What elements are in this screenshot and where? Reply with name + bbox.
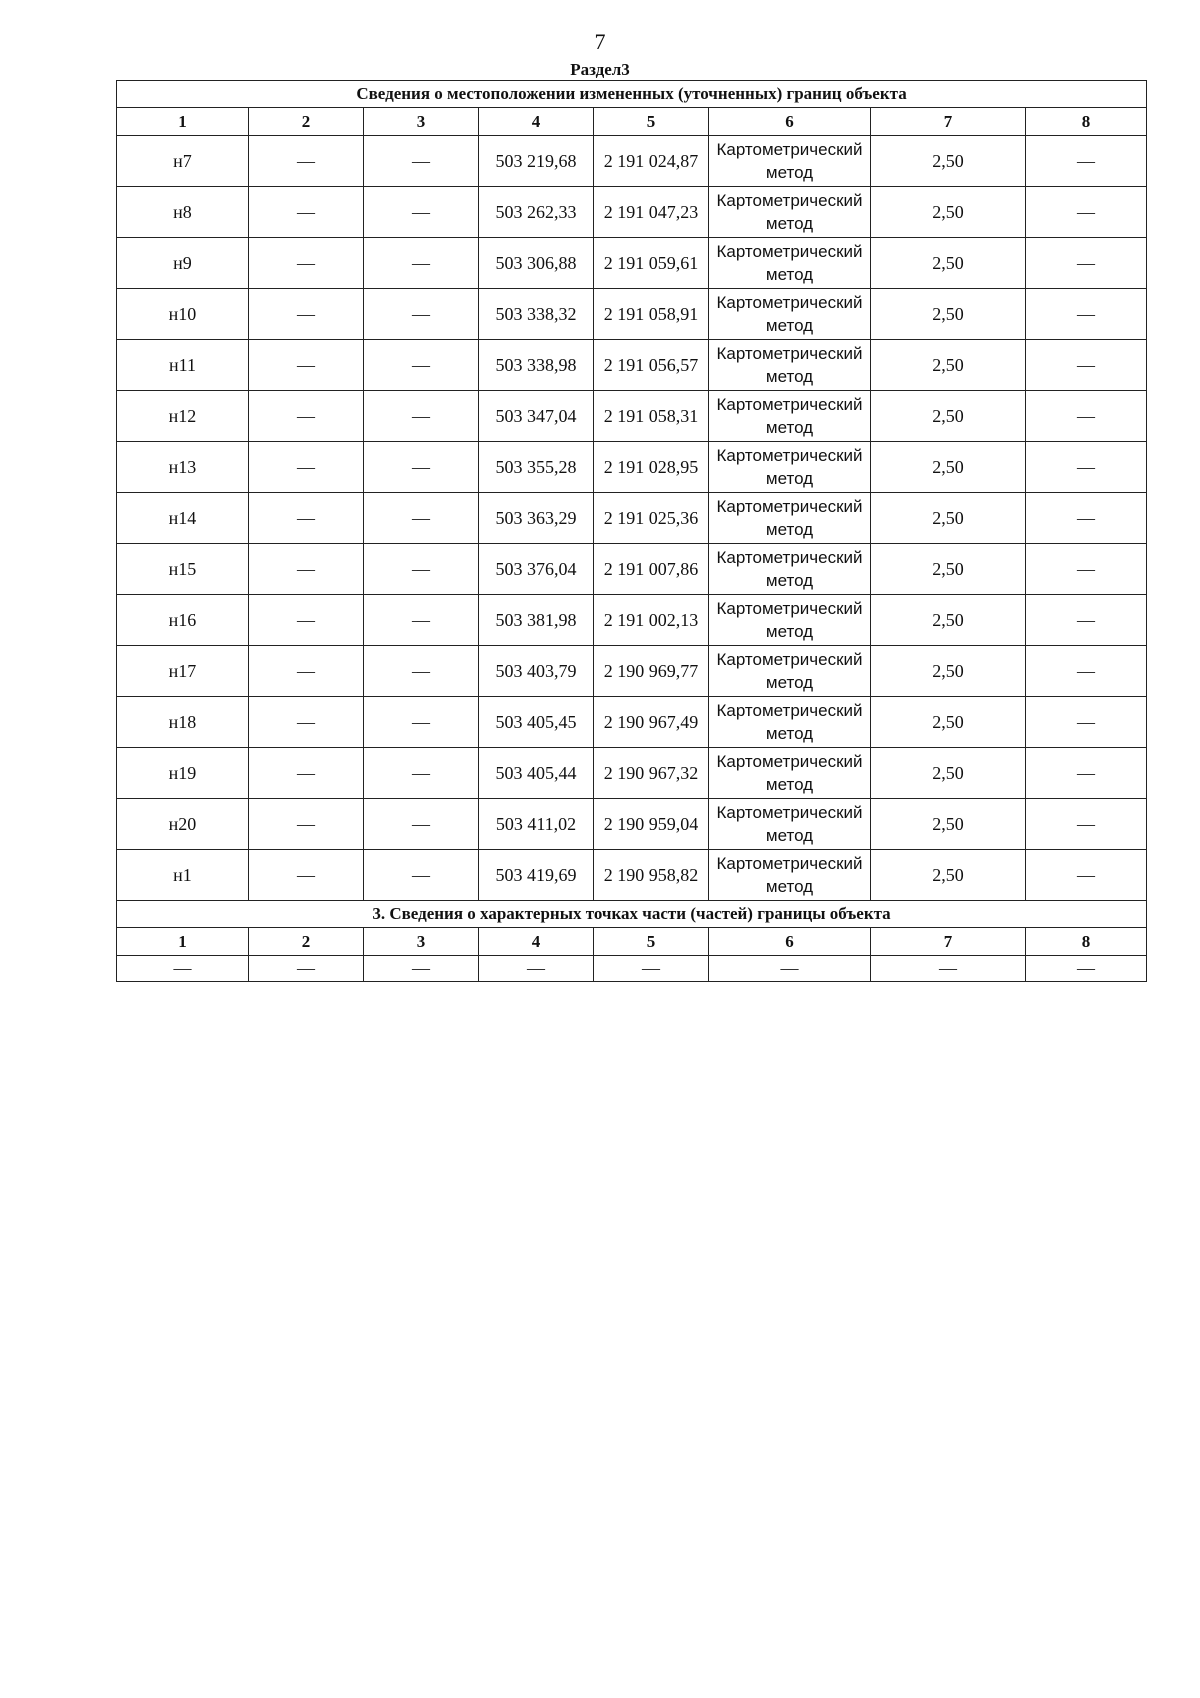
empty-cell: — xyxy=(871,956,1026,982)
column-number: 6 xyxy=(709,108,871,136)
column-8-cell: — xyxy=(1026,595,1147,646)
x-coordinate-cell: 503 405,44 xyxy=(479,748,594,799)
column-3-cell: — xyxy=(364,748,479,799)
column-3-cell: — xyxy=(364,136,479,187)
method-cell: Картометрический метод xyxy=(709,391,871,442)
column-8-cell: — xyxy=(1026,697,1147,748)
column-3-cell: — xyxy=(364,442,479,493)
y-coordinate-cell: 2 191 056,57 xyxy=(594,340,709,391)
accuracy-cell: 2,50 xyxy=(871,595,1026,646)
accuracy-cell: 2,50 xyxy=(871,748,1026,799)
accuracy-cell: 2,50 xyxy=(871,340,1026,391)
point-number-cell: н10 xyxy=(117,289,249,340)
accuracy-cell: 2,50 xyxy=(871,646,1026,697)
column-3-cell: — xyxy=(364,850,479,901)
point-number-cell: н9 xyxy=(117,238,249,289)
column-8-cell: — xyxy=(1026,850,1147,901)
y-coordinate-cell: 2 191 028,95 xyxy=(594,442,709,493)
y-coordinate-cell: 2 191 059,61 xyxy=(594,238,709,289)
table-row xyxy=(117,493,1147,544)
point-number-cell: н14 xyxy=(117,493,249,544)
column-2-cell: — xyxy=(249,187,364,238)
column-number: 4 xyxy=(479,928,594,956)
empty-cell: — xyxy=(249,956,364,982)
boundary-table-body xyxy=(117,81,1147,982)
y-coordinate-cell: 2 191 025,36 xyxy=(594,493,709,544)
y-coordinate-cell: 2 190 959,04 xyxy=(594,799,709,850)
column-number: 3 xyxy=(364,108,479,136)
accuracy-cell: 2,50 xyxy=(871,289,1026,340)
point-number-cell: н16 xyxy=(117,595,249,646)
boundary-table xyxy=(116,80,1147,982)
column-8-cell: — xyxy=(1026,136,1147,187)
method-cell: Картометрический метод xyxy=(709,697,871,748)
column-2-cell: — xyxy=(249,391,364,442)
empty-cell: — xyxy=(709,956,871,982)
accuracy-cell: 2,50 xyxy=(871,697,1026,748)
accuracy-cell: 2,50 xyxy=(871,442,1026,493)
point-number-cell: н12 xyxy=(117,391,249,442)
table-row xyxy=(117,748,1147,799)
column-2-cell: — xyxy=(249,595,364,646)
x-coordinate-cell: 503 355,28 xyxy=(479,442,594,493)
empty-cell: — xyxy=(479,956,594,982)
part-points-title-row xyxy=(117,901,1147,928)
accuracy-cell: 2,50 xyxy=(871,391,1026,442)
column-2-cell: — xyxy=(249,136,364,187)
column-8-cell: — xyxy=(1026,391,1147,442)
column-2-cell: — xyxy=(249,340,364,391)
column-2-cell: — xyxy=(249,748,364,799)
column-3-cell: — xyxy=(364,493,479,544)
column-number: 1 xyxy=(117,928,249,956)
y-coordinate-cell: 2 191 058,31 xyxy=(594,391,709,442)
column-3-cell: — xyxy=(364,187,479,238)
column-3-cell: — xyxy=(364,544,479,595)
column-2-cell: — xyxy=(249,493,364,544)
column-8-cell: — xyxy=(1026,646,1147,697)
y-coordinate-cell: 2 191 047,23 xyxy=(594,187,709,238)
table-row xyxy=(117,697,1147,748)
column-number: 6 xyxy=(709,928,871,956)
point-number-cell: н11 xyxy=(117,340,249,391)
table-row xyxy=(117,595,1147,646)
x-coordinate-cell: 503 338,98 xyxy=(479,340,594,391)
x-coordinate-cell: 503 306,88 xyxy=(479,238,594,289)
accuracy-cell: 2,50 xyxy=(871,238,1026,289)
method-cell: Картометрический метод xyxy=(709,289,871,340)
column-3-cell: — xyxy=(364,391,479,442)
x-coordinate-cell: 503 363,29 xyxy=(479,493,594,544)
empty-cell: — xyxy=(117,956,249,982)
column-number: 4 xyxy=(479,108,594,136)
page-number: 7 xyxy=(594,29,606,54)
column-3-cell: — xyxy=(364,697,479,748)
column-number: 8 xyxy=(1026,108,1147,136)
point-number-cell: н19 xyxy=(117,748,249,799)
section-title: Раздел3 xyxy=(570,60,630,79)
changed-boundaries-title: Сведения о местоположении измененных (уточненных) границ объекта xyxy=(117,81,1147,108)
table-row xyxy=(117,391,1147,442)
table-row xyxy=(117,238,1147,289)
column-number: 7 xyxy=(871,928,1026,956)
column-number: 1 xyxy=(117,108,249,136)
method-cell: Картометрический метод xyxy=(709,748,871,799)
part-points-empty-row xyxy=(117,956,1147,982)
part-points-title: 3. Сведения о характерных точках части (частей) границы объекта xyxy=(117,901,1147,928)
table-row xyxy=(117,340,1147,391)
point-number-cell: н1 xyxy=(117,850,249,901)
column-number: 2 xyxy=(249,928,364,956)
column-8-cell: — xyxy=(1026,748,1147,799)
accuracy-cell: 2,50 xyxy=(871,799,1026,850)
accuracy-cell: 2,50 xyxy=(871,850,1026,901)
column-8-cell: — xyxy=(1026,799,1147,850)
y-coordinate-cell: 2 190 967,32 xyxy=(594,748,709,799)
column-3-cell: — xyxy=(364,289,479,340)
accuracy-cell: 2,50 xyxy=(871,187,1026,238)
accuracy-cell: 2,50 xyxy=(871,544,1026,595)
table-row xyxy=(117,544,1147,595)
y-coordinate-cell: 2 190 969,77 xyxy=(594,646,709,697)
y-coordinate-cell: 2 191 007,86 xyxy=(594,544,709,595)
column-number: 5 xyxy=(594,928,709,956)
table-row xyxy=(117,646,1147,697)
table-title-row xyxy=(117,81,1147,108)
column-number-row xyxy=(117,108,1147,136)
table-row xyxy=(117,136,1147,187)
column-number: 8 xyxy=(1026,928,1147,956)
x-coordinate-cell: 503 376,04 xyxy=(479,544,594,595)
table-row xyxy=(117,442,1147,493)
column-2-cell: — xyxy=(249,799,364,850)
x-coordinate-cell: 503 219,68 xyxy=(479,136,594,187)
method-cell: Картометрический метод xyxy=(709,340,871,391)
column-number: 7 xyxy=(871,108,1026,136)
method-cell: Картометрический метод xyxy=(709,646,871,697)
table-row xyxy=(117,799,1147,850)
method-cell: Картометрический метод xyxy=(709,799,871,850)
column-8-cell: — xyxy=(1026,238,1147,289)
x-coordinate-cell: 503 411,02 xyxy=(479,799,594,850)
column-3-cell: — xyxy=(364,340,479,391)
method-cell: Картометрический метод xyxy=(709,493,871,544)
column-3-cell: — xyxy=(364,238,479,289)
point-number-cell: н7 xyxy=(117,136,249,187)
column-number: 3 xyxy=(364,928,479,956)
x-coordinate-cell: 503 338,32 xyxy=(479,289,594,340)
point-number-cell: н20 xyxy=(117,799,249,850)
method-cell: Картометрический метод xyxy=(709,544,871,595)
accuracy-cell: 2,50 xyxy=(871,493,1026,544)
point-number-cell: н8 xyxy=(117,187,249,238)
method-cell: Картометрический метод xyxy=(709,850,871,901)
table-row xyxy=(117,289,1147,340)
column-2-cell: — xyxy=(249,544,364,595)
method-cell: Картометрический метод xyxy=(709,187,871,238)
part-points-column-number-row xyxy=(117,928,1147,956)
column-8-cell: — xyxy=(1026,442,1147,493)
empty-cell: — xyxy=(594,956,709,982)
column-2-cell: — xyxy=(249,238,364,289)
column-8-cell: — xyxy=(1026,544,1147,595)
column-number: 5 xyxy=(594,108,709,136)
column-3-cell: — xyxy=(364,646,479,697)
column-8-cell: — xyxy=(1026,289,1147,340)
empty-cell: — xyxy=(364,956,479,982)
column-2-cell: — xyxy=(249,697,364,748)
table-row xyxy=(117,850,1147,901)
column-2-cell: — xyxy=(249,442,364,493)
point-number-cell: н13 xyxy=(117,442,249,493)
point-number-cell: н17 xyxy=(117,646,249,697)
y-coordinate-cell: 2 190 958,82 xyxy=(594,850,709,901)
y-coordinate-cell: 2 191 024,87 xyxy=(594,136,709,187)
x-coordinate-cell: 503 262,33 xyxy=(479,187,594,238)
x-coordinate-cell: 503 347,04 xyxy=(479,391,594,442)
empty-cell: — xyxy=(1026,956,1147,982)
column-3-cell: — xyxy=(364,595,479,646)
column-number: 2 xyxy=(249,108,364,136)
column-2-cell: — xyxy=(249,289,364,340)
column-3-cell: — xyxy=(364,799,479,850)
column-8-cell: — xyxy=(1026,187,1147,238)
column-2-cell: — xyxy=(249,646,364,697)
x-coordinate-cell: 503 405,45 xyxy=(479,697,594,748)
method-cell: Картометрический метод xyxy=(709,136,871,187)
method-cell: Картометрический метод xyxy=(709,595,871,646)
method-cell: Картометрический метод xyxy=(709,442,871,493)
accuracy-cell: 2,50 xyxy=(871,136,1026,187)
x-coordinate-cell: 503 419,69 xyxy=(479,850,594,901)
column-8-cell: — xyxy=(1026,340,1147,391)
y-coordinate-cell: 2 190 967,49 xyxy=(594,697,709,748)
point-number-cell: н18 xyxy=(117,697,249,748)
column-8-cell: — xyxy=(1026,493,1147,544)
x-coordinate-cell: 503 381,98 xyxy=(479,595,594,646)
y-coordinate-cell: 2 191 002,13 xyxy=(594,595,709,646)
column-2-cell: — xyxy=(249,850,364,901)
point-number-cell: н15 xyxy=(117,544,249,595)
y-coordinate-cell: 2 191 058,91 xyxy=(594,289,709,340)
method-cell: Картометрический метод xyxy=(709,238,871,289)
x-coordinate-cell: 503 403,79 xyxy=(479,646,594,697)
table-row xyxy=(117,187,1147,238)
